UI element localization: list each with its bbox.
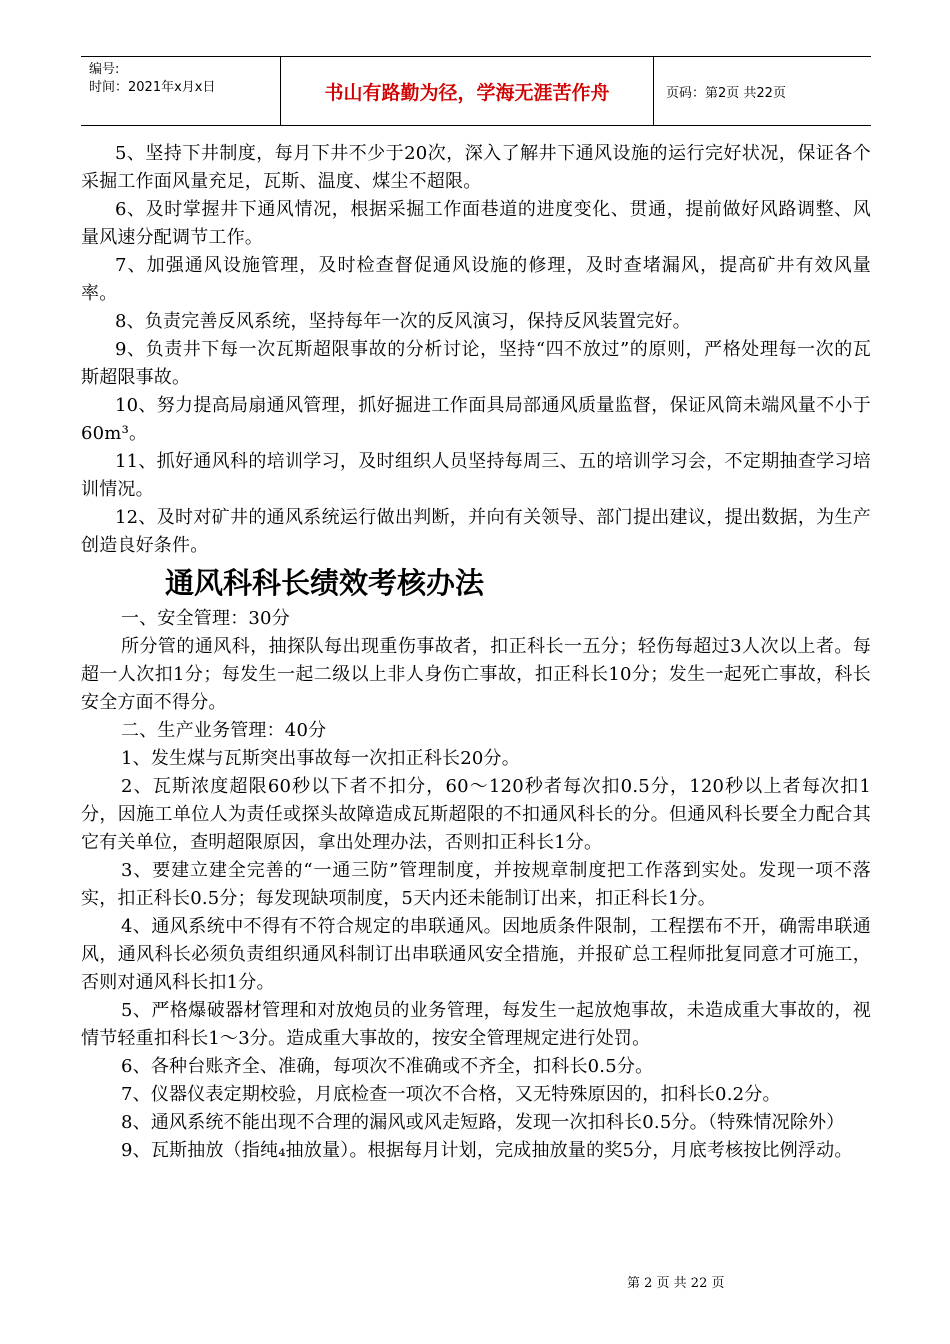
duty-item: 7、加强通风设施管理，及时检查督促通风设施的修理，及时查堵漏风，提高矿井有效风量率。 [81,255,871,304]
assessment-heading: 二、生产业务管理：40分 [121,720,327,741]
document-time: 时间：2021年x月x日 [89,80,216,95]
header-motto: 书山有路勤为径，学海无涯苦作舟 [281,57,654,125]
duty-item: 8、负责完善反风系统，坚持每年一次的反风演习，保持反风装置完好。 [115,311,691,332]
assessment-item: 5、严格爆破器材管理和对放炮员的业务管理，每发生一起放炮事故，未造成重大事故的，视情节轻重扣科长1～3分。造成重大事故的，按安全管理规定进行处罚。 [81,1000,871,1049]
duty-item: 10、努力提高局扇通风管理，抓好掘进工作面具局部通风质量监督，保证风筒未端风量不小于60m³。 [81,395,871,444]
duty-item: 5、坚持下井制度，每月下井不少于20次，深入了解井下通风设施的运行完好状况，保证各个采掘工作面风量充足，瓦斯、温度、煤尘不超限。 [81,143,871,192]
page-footer: 第 2 页 共 22 页 [627,1276,725,1291]
page-header [81,56,871,126]
assessment-item: 9、瓦斯抽放（指纯₄抽放量）。根据每月计划，完成抽放量的奖5分，月底考核按比例浮动。 [121,1140,853,1161]
assessment-item: 1、发生煤与瓦斯突出事故每一次扣正科长20分。 [121,748,520,769]
assessment-item: 7、仪器仪表定期校验，月底检查一项次不合格，又无特殊原因的，扣科长0.2分。 [121,1084,781,1105]
duty-item: 12、及时对矿井的通风系统运行做出判断，并向有关领导、部门提出建议，提出数据，为生产创造良好条件。 [81,507,871,556]
duty-item: 6、及时掌握井下通风情况，根据采掘工作面巷道的进度变化、贯通，提前做好风路调整、风量风速分配调节工作。 [81,199,871,248]
document-number-label: 编号: [89,62,120,77]
assessment-item: 3、要建立建全完善的“一通三防”管理制度，并按规章制度把工作落到实处。发现一项不落实，扣正科长0.5分；每发现缺项制度，5天内还未能制订出来，扣正科长1分。 [81,860,871,909]
duty-item: 11、抓好通风科的培训学习，及时组织人员坚持每周三、五的培训学习会，不定期抽查学习培训情况。 [81,451,871,500]
assessment-item: 所分管的通风科，抽探队每出现重伤事故者，扣正科长一五分；轻伤每超过3人次以上者。每超一人次扣1分；每发生一起二级以上非人身伤亡事故，扣正科长10分；发生一起死亡事故，科长安全方面不得分。 [81,636,871,713]
assessment-item: 8、通风系统不能出现不合理的漏风或风走短路，发现一次扣科长0.5分。（特殊情况除外） [121,1112,845,1133]
header-meta [81,57,281,125]
section-title: 通风科科长绩效考核办法 [165,566,485,600]
assessment-item: 4、通风系统中不得有不符合规定的串联通风。因地质条件限制，工程摆布不开，确需串联通风，通风科长必须负责组织通风科制订出串联通风安全措施，并报矿总工程师批复同意才可施工，否则对通风科长扣1分。 [81,916,871,993]
document-body [81,140,871,1165]
assessment-item: 6、各种台账齐全、准确，每项次不准确或不齐全，扣科长0.5分。 [121,1056,654,1077]
assessment-heading: 一、安全管理：30分 [121,608,290,629]
assessment-item: 2、瓦斯浓度超限60秒以下者不扣分，60～120秒者每次扣0.5分，120秒以上者每次扣1分，因施工单位人为责任或探头故障造成瓦斯超限的不扣通风科长的分。但通风科长要全力配合其它有关单位，查明超限原因，拿出处理办法，否则扣正科长1分。 [81,776,871,853]
duty-item: 9、负责井下每一次瓦斯超限事故的分析讨论，坚持“四不放过”的原则，严格处理每一次的瓦斯超限事故。 [81,339,871,388]
header-page-info: 页码：第2页 共22页 [666,85,786,101]
